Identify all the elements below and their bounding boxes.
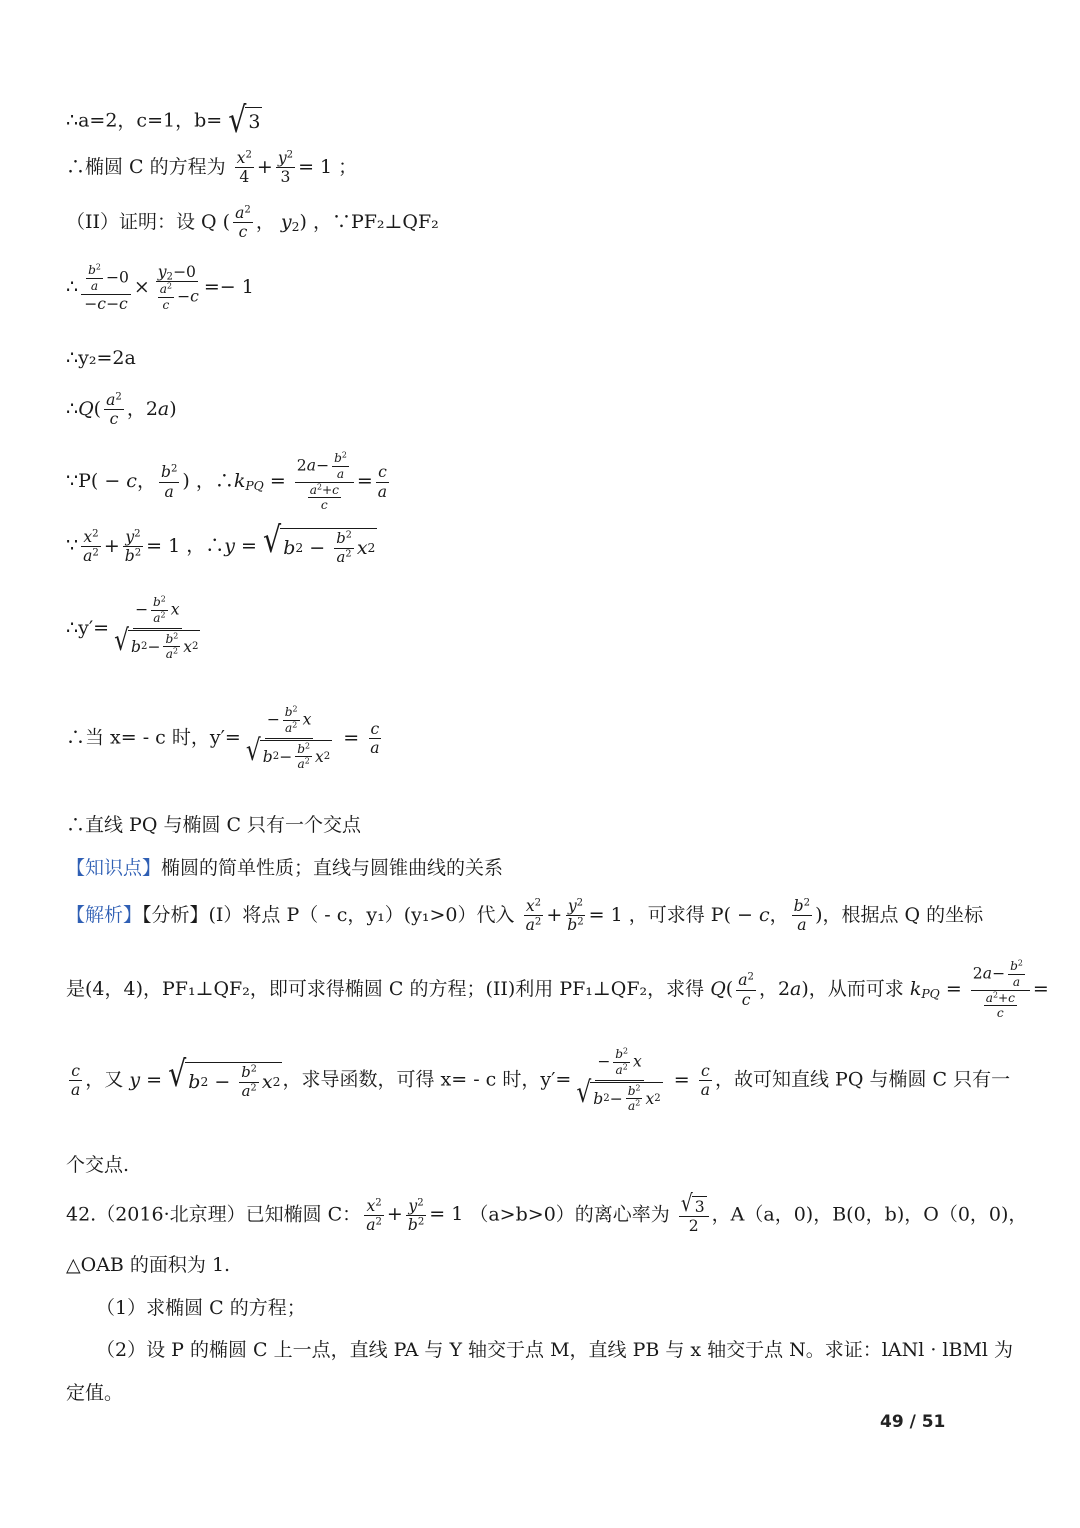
knowledge-text: 椭圆的简单性质；直线与圆锥曲线的关系	[161, 857, 504, 879]
kpq-formula: $k_{PQ}$ = 2a− $\frac{b^2}{a}$ $\frac{a^2+c}{c}$ = $\frac{c}{a}$	[233, 450, 388, 513]
analysis-line-4: 个交点.	[66, 1154, 130, 1176]
analysis-line-3: $\frac{c}{a}$ ，又 y = √ b 2 − $\frac{b^2}{a^2}$ x 2 ，求导函数，可得 x= - c 时，y′= − $\frac{b^2}{a^2}$ x √ b 2 − $\frac{b^2}{a^2}$ x 2 = $\frac{c}{a}$ ，故可知直线 PQ 与椭圆 C 只有一	[66, 1048, 1010, 1113]
knowledge-point	[66, 857, 503, 880]
slope-product-formula: $\frac{b^2}{a}$ −0 −c−c × $y_2-0$ $\frac{a^2}{c}$ −c =− 1	[78, 276, 254, 298]
page-number: 49 / 51	[880, 1412, 946, 1432]
perpendicular-condition: PF₂⊥QF₂	[350, 210, 439, 233]
analysis-q-formula: Q( $\frac{a^2}{c}$ ，2a)	[704, 971, 809, 1009]
line-abc-values	[66, 99, 262, 141]
line-derivative	[66, 596, 205, 661]
line-derivative-at-c	[66, 706, 385, 771]
line-abc-text: ∴a=2，c=1，b=	[66, 109, 229, 132]
line-conclusion: ∴直线 PQ 与椭圆 C 只有一个交点	[66, 814, 362, 836]
eccentricity-formula: √ 3 2	[670, 1203, 712, 1225]
sqrt-3: √ 3	[228, 99, 261, 141]
line-ellipse-equation: ∴椭圆 C 的方程为 $\frac{x^2}{4}$ + $\frac{y^2}{3}$ = 1 ；	[66, 149, 358, 187]
line-y2-value: ∴y₂=2a	[66, 347, 136, 369]
problem-42-part-2-cont: 定值。	[66, 1382, 124, 1404]
problem-42-part-1: （1）求椭圆 C 的方程；	[96, 1297, 306, 1319]
line-kpq: ∵P( − c， $\frac{b^2}{a}$ ) ，$\therefore k_{PQ}$ = 2a− $\frac{b^2}{a}$ $\frac{a^2+c}{c}$ = $\frac{c}{a}$	[66, 452, 392, 512]
problem-42-area: △OAB 的面积为 1.	[66, 1254, 231, 1276]
analysis-line-2: 是(4，4)，PF₁⊥QF₂，即可求得椭圆 C 的方程；(II)利用 PF₁⊥QF₂，求得 Q( $\frac{a^2}{c}$ ，2a)，从而可求 $k_{PQ}$ = 2a− $\frac{b^2}{a}$ $\frac{a^2+c}{c}$ =	[66, 958, 1049, 1021]
analysis-derivative-formula: − $\frac{b^2}{a^2}$ x √ b 2 − $\frac{b^2}{a^2}$ x 2 = $\frac{c}{a}$	[576, 1046, 711, 1114]
knowledge-tag: 【知识点】	[66, 857, 162, 879]
line-q-point: ∴Q( $\frac{a^2}{c}$ ，2a)	[66, 391, 177, 429]
ellipse-equation-formula: $\frac{x^2}{4}$ + $\frac{y^2}{3}$ = 1	[236, 149, 333, 187]
proof-setup-text: （II）证明：设 Q (	[66, 210, 231, 233]
line-proof-setup: （II）证明：设 Q ( $\frac{a^2}{c}$ ， $y_2$) ，∵PF₂⊥QF₂	[66, 204, 439, 242]
q-coordinate-formula: $\frac{a^2}{c}$	[235, 204, 251, 242]
analysis-p-formula: ( − c， $\frac{b^2}{a}$ )	[723, 897, 823, 935]
p-point-formula: ( − c， $\frac{b^2}{a}$ )	[90, 463, 190, 501]
analysis-explicit-y: y = √ b 2 − $\frac{b^2}{a^2}$ x 2	[123, 1053, 281, 1100]
derivative-formula: − $\frac{b^2}{a^2}$ x √ b 2 − $\frac{b^2}{a^2}$ x 2	[114, 594, 199, 662]
analysis-tag: 【解析】	[66, 903, 143, 926]
analysis-kpq-formula: $k_{PQ}$ = 2a− $\frac{b^2}{a}$ $\frac{a^2+c}{c}$ =	[903, 958, 1049, 1021]
line-ellipse-text: ∴椭圆 C 的方程为	[66, 155, 232, 178]
line-slope-product: ∴ $\frac{b^2}{a}$ −0 −c−c × $y_2-0$ $\frac{a^2}{c}$ −c =− 1	[66, 262, 254, 313]
analysis-c-over-a: $\frac{c}{a}$	[71, 1061, 81, 1099]
ellipse-general-formula: $\frac{x^2}{a^2}$ + $\frac{y^2}{b^2}$ = 1	[83, 527, 181, 566]
analysis-line-1: 【解析】【分析】(I）将点 P（ - c，y₁）(y₁>0）代入 $\frac{x^2}{a^2}$ + $\frac{y^2}{b^2}$ = 1 ，可求得 P( − c， $\frac{b^2}{a}$ )，根据点 Q 的坐标	[66, 897, 984, 935]
explicit-y-formula: y = √ b 2 − $\frac{b^2}{a^2}$ x 2	[224, 519, 376, 566]
analysis-ellipse-formula: $\frac{x^2}{a^2}$ + $\frac{y^2}{b^2}$ = 1	[525, 897, 629, 935]
derivative-text: ∴y′=	[66, 617, 110, 640]
line-explicit-y: ∵ $\frac{x^2}{a^2}$ + $\frac{y^2}{b^2}$ = 1 ，∴y = √ b 2 − $\frac{b^2}{a^2}$ x 2	[66, 519, 376, 566]
problem-ellipse-formula: $\frac{x^2}{a^2}$ + $\frac{y^2}{b^2}$ = 1	[366, 1196, 470, 1234]
problem-42-statement: 42.（2016·北京理）已知椭圆 C： $\frac{x^2}{a^2}$ + $\frac{y^2}{b^2}$ = 1 （a>b>0）的离心率为 √ 3 2 ，A（a，0)，B(0，b)，O（0，0)，	[66, 1191, 1028, 1236]
problem-42-part-2: （2）设 P 的椭圆 C 上一点，直线 PA 与 Y 轴交于点 M，直线 PB 与 x 轴交于点 N。求证：lANl · lBMl 为	[96, 1339, 1014, 1361]
q-point-formula: Q( $\frac{a^2}{c}$ ，2a)	[78, 391, 177, 429]
derivative-at-c-formula: − $\frac{b^2}{a^2}$ x √ b 2 − $\frac{b^2}{a^2}$ x 2 = $\frac{c}{a}$	[245, 704, 380, 772]
derivative-at-c-text: ∴当 x= - c 时，y′=	[66, 726, 241, 749]
